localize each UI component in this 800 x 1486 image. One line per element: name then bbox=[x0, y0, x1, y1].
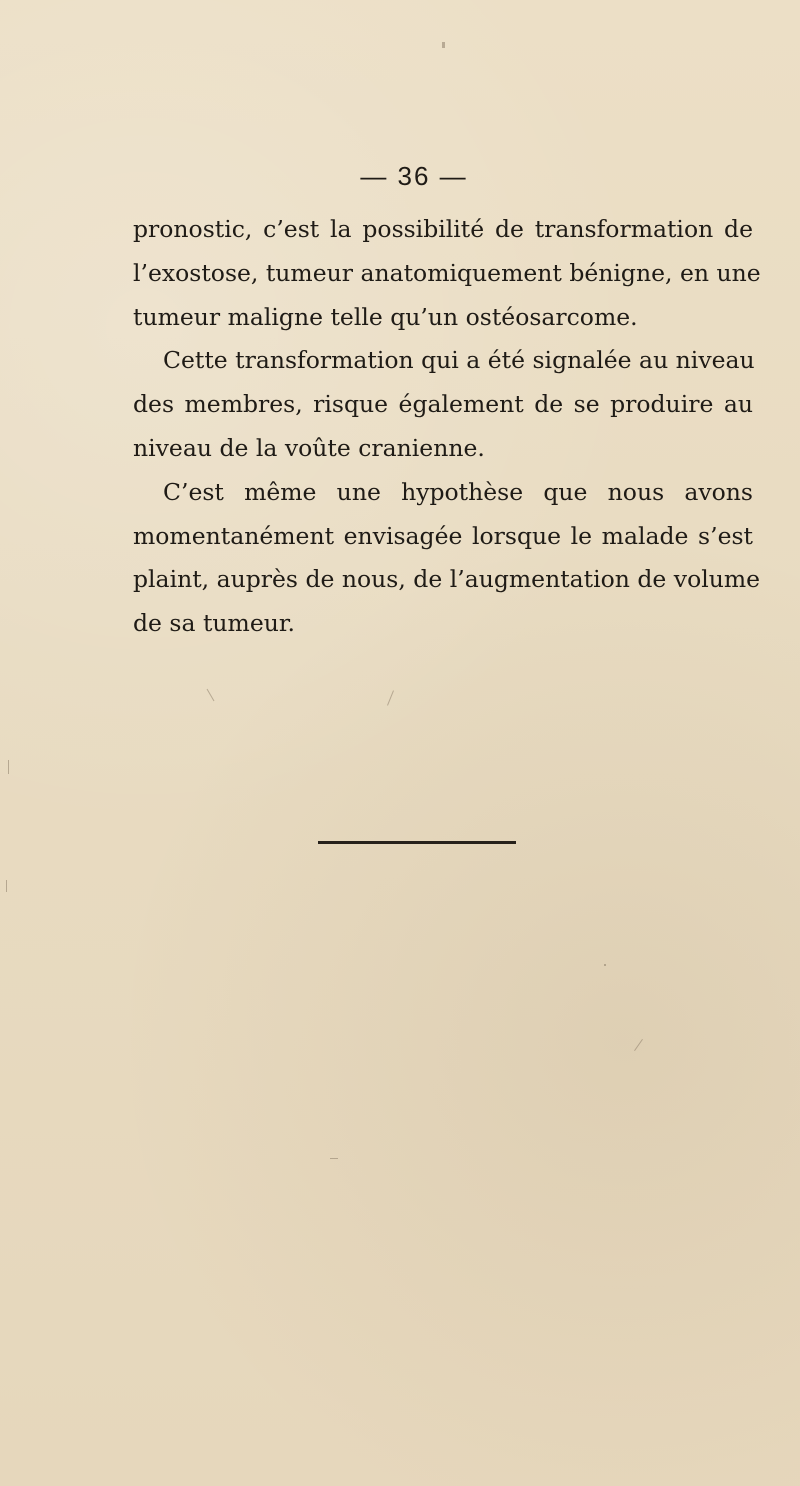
body-text bbox=[133, 208, 761, 646]
text-line: des membres, risque également de se produire au bbox=[133, 390, 753, 419]
paper-speck bbox=[330, 1158, 338, 1159]
paper-speck bbox=[442, 42, 445, 48]
text-line: C’est même une hypothèse que nous avons bbox=[163, 477, 753, 506]
paper-speck bbox=[207, 689, 215, 702]
paragraph-2 bbox=[133, 339, 753, 470]
paper-speck bbox=[8, 760, 9, 774]
paper-speck bbox=[634, 1039, 643, 1051]
text-line: tumeur maligne telle qu’un ostéosarcome. bbox=[133, 302, 638, 331]
page-number: — 36 — bbox=[360, 161, 468, 191]
text-line: plaint, auprès de nous, de l’augmentation de volume bbox=[133, 565, 761, 594]
paper-speck bbox=[604, 964, 606, 966]
text-line: l’exostose, tumeur anatomiquement bénigne, en une bbox=[133, 258, 761, 287]
text-line: Cette transformation qui a été signalée au niveau bbox=[163, 346, 755, 375]
text-line: de sa tumeur. bbox=[133, 609, 295, 638]
text-line: niveau de la voûte cranienne. bbox=[133, 433, 485, 462]
paper-speck bbox=[6, 880, 7, 892]
paper-speck bbox=[387, 690, 394, 705]
paragraph-1 bbox=[133, 208, 761, 339]
text-line: momentanément envisagée lorsque le malade s’est bbox=[133, 521, 753, 550]
text-line: pronostic, c’est la possibilité de transformation de bbox=[133, 215, 753, 243]
paragraph-3 bbox=[133, 471, 761, 646]
section-divider bbox=[318, 841, 516, 844]
